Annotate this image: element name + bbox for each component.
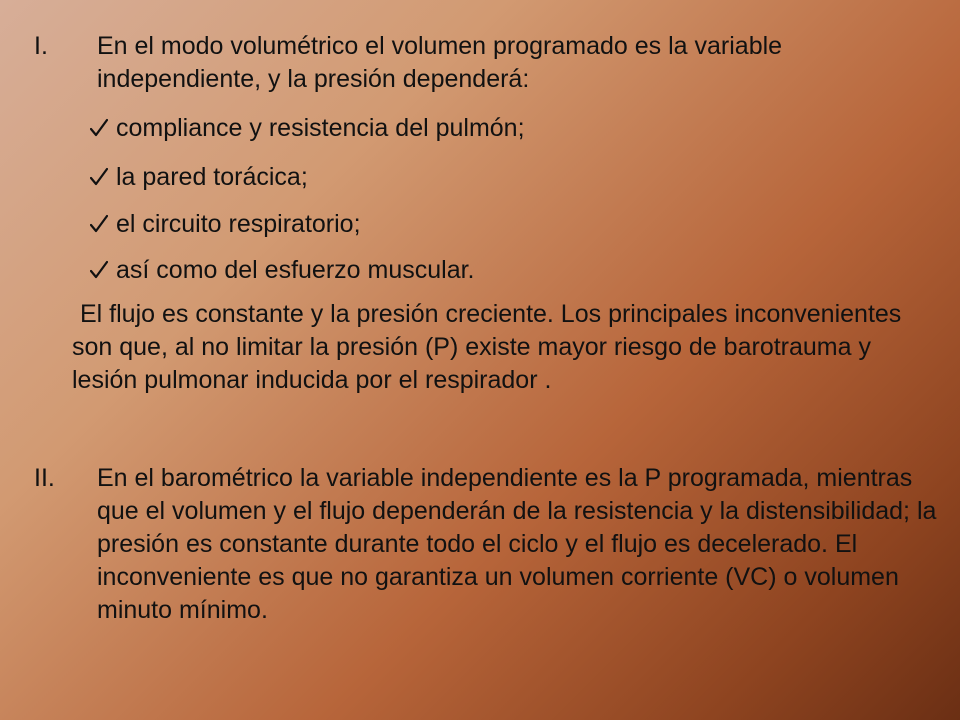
item-numeral: II. [34, 464, 55, 492]
check-item [90, 254, 475, 287]
checkmark-icon [90, 214, 108, 234]
check-item-text: compliance y resistencia del pulmón; [116, 114, 525, 142]
item-numeral: I. [34, 32, 48, 60]
body-paragraph [72, 298, 932, 397]
check-item-text: el circuito respiratorio; [116, 210, 361, 238]
checkmark-icon [90, 260, 108, 280]
check-item-text: la pared torácica; [116, 163, 308, 191]
check-item [90, 112, 525, 145]
item-text: En el barométrico la variable independiente es la P programada, mientras que el volumen y el flujo dependerán de la resistencia y la distensibilidad; la presión es constante durante todo el ciclo y el flujo es decelerado. El inconveniente es que no garantiza un volumen corriente (VC) o volumen minuto mínimo. [97, 464, 937, 624]
check-item [90, 161, 308, 194]
item-text: En el modo volumétrico el volumen programado es la variable independiente, y la presión dependerá: [97, 32, 783, 93]
check-item-text: así como del esfuerzo muscular. [116, 256, 475, 284]
check-item [90, 208, 361, 241]
checkmark-icon [90, 118, 108, 138]
paragraph-text: El flujo es constante y la presión creciente. Los principales inconvenientes son que, al no limitar la presión (P) existe mayor riesgo de barotrauma y lesión pulmonar inducida por el respirador . [72, 300, 902, 394]
checkmark-icon [90, 167, 108, 187]
